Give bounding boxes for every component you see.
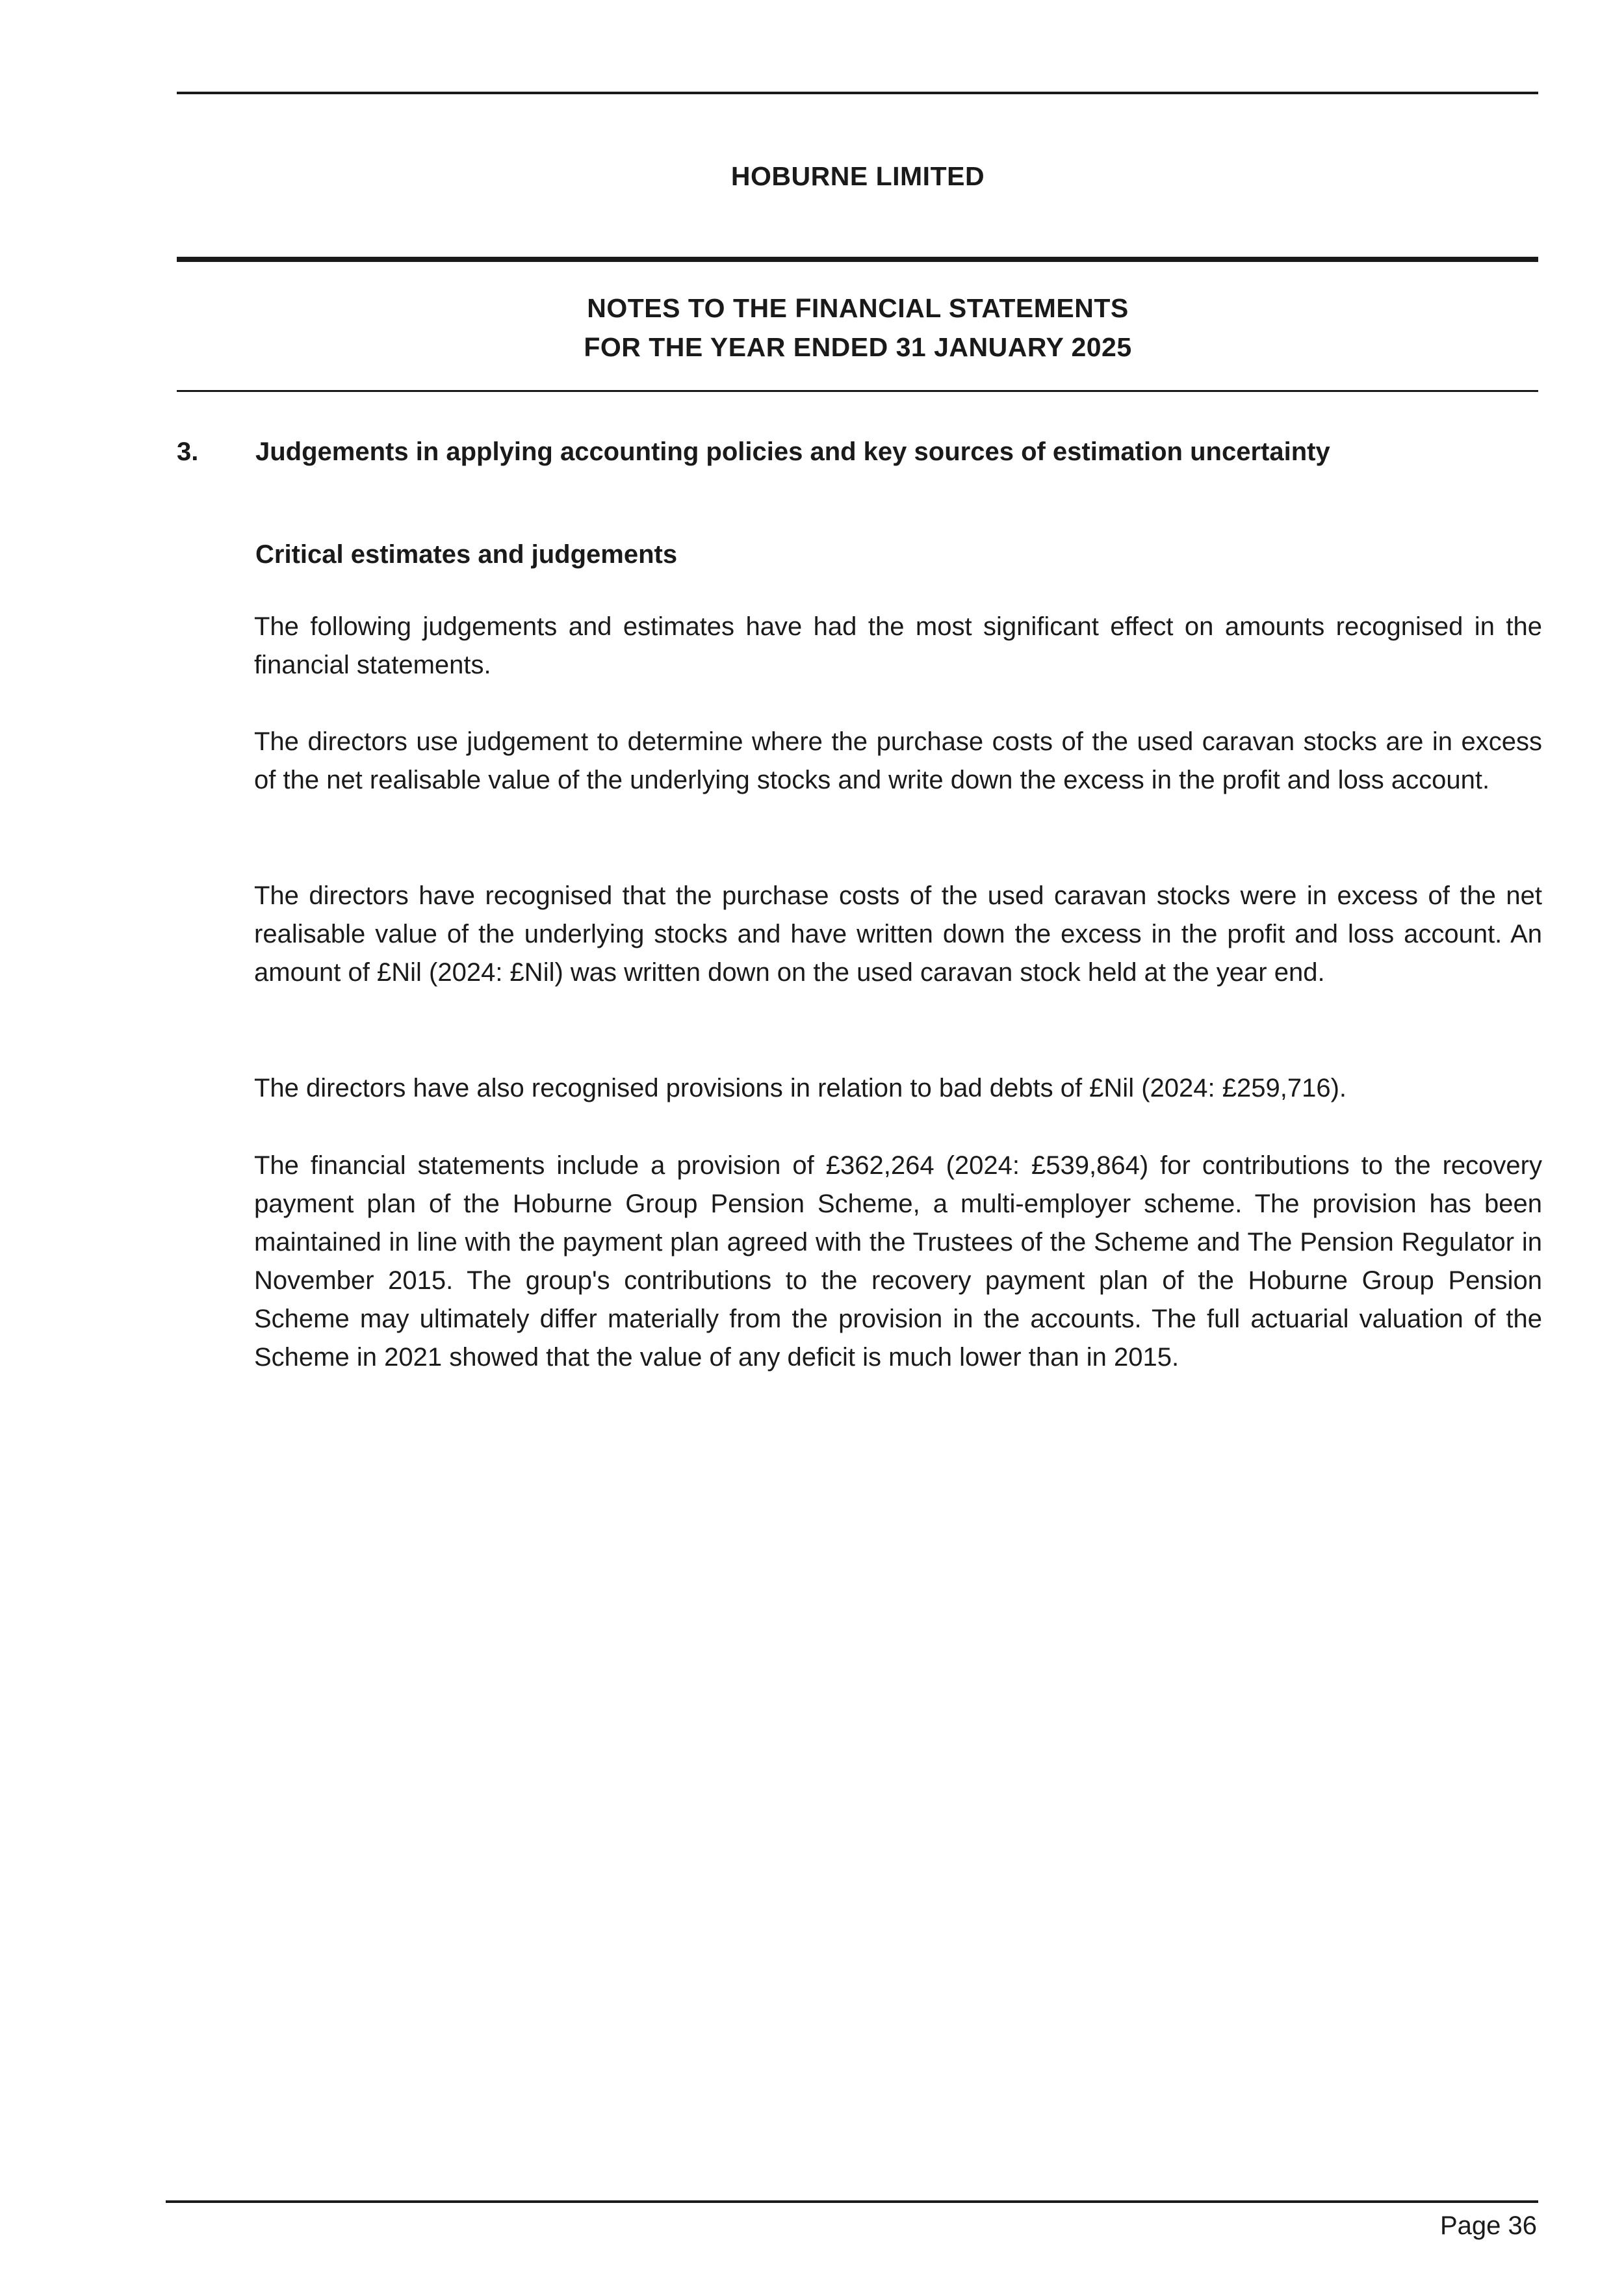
- paragraph-5: The financial statements include a provision of £362,264 (2024: £539,864) for contributions to the recovery payment plan of the Hoburne Group Pension Scheme, a multi-employer scheme. The provision has been maintained in line with the payment plan agreed with the Trustees of the Scheme and The Pension Regulator in November 2015. The group's contributions to the recovery payment plan of the Hoburne Group Pension Scheme may ultimately differ materially from the provision in the accounts. The full actuarial valuation of the Scheme in 2021 showed that the value of any deficit is much lower than in 2015.: [254, 1151, 1542, 1372]
- document-title: NOTES TO THE FINANCIAL STATEMENTS: [587, 293, 1129, 323]
- header-top-rule: [177, 92, 1538, 94]
- header-bottom-rule: [177, 390, 1538, 392]
- paragraph-2: The directors use judgement to determine where the purchase costs of the used caravan stocks are in excess of the net realisable value of the underlying stocks and write down the excess in the profit and loss account.: [254, 727, 1542, 794]
- section-title: Judgements in applying accounting policies and key sources of estimation uncertainty: [255, 437, 1330, 466]
- paragraph-3: The directors have recognised that the purchase costs of the used caravan stocks were in excess of the net realisable value of the underlying stocks and have written down the excess in the profit and loss account. An amount of £Nil (2024: £Nil) was written down on the used caravan stock held at the year end.: [254, 881, 1542, 987]
- page-number: Page 36: [1439, 2211, 1537, 2240]
- subheading: Critical estimates and judgements: [255, 540, 678, 569]
- section-number: 3.: [177, 437, 199, 466]
- paragraph-4: The directors have also recognised provisions in relation to bad debts of £Nil (2024: £259,716).: [254, 1074, 1347, 1102]
- paragraph-1: The following judgements and estimates have had the most significant effect on amounts recognised in the financial statements.: [254, 612, 1542, 679]
- document-period: FOR THE YEAR ENDED 31 JANUARY 2025: [584, 332, 1132, 362]
- header-divider-rule: [177, 257, 1538, 262]
- footer-rule: [166, 2200, 1538, 2203]
- company-name: HOBURNE LIMITED: [730, 161, 985, 191]
